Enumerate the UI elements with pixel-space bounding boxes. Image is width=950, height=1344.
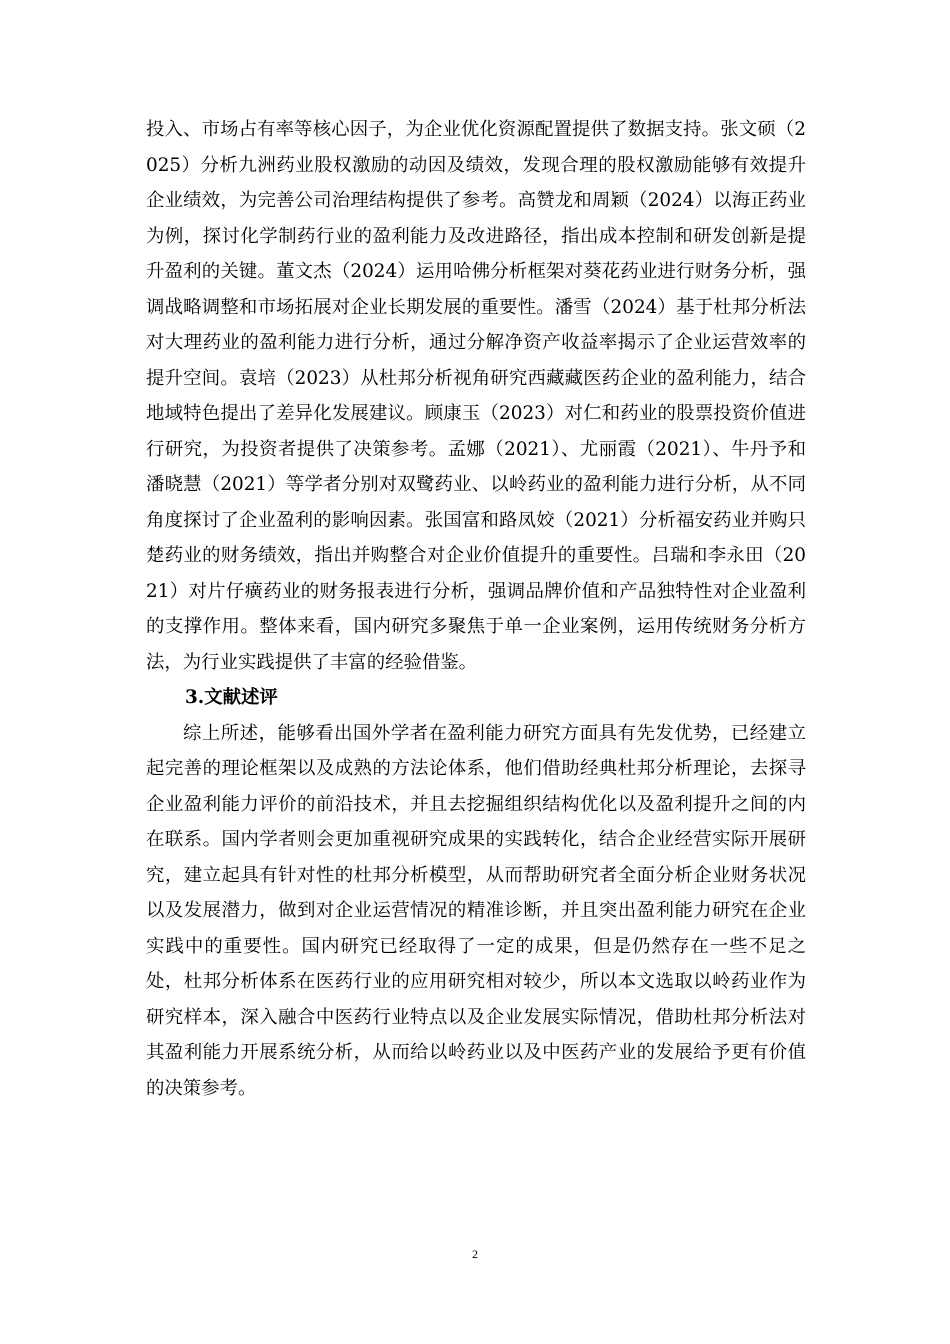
section-heading: 3.文献述评: [185, 687, 278, 708]
review-paragraph: 综上所述，能够看出国外学者在盈利能力研究方面具有先发优势，已经建立起完善的理论框架以及成熟的方法论体系，他们借助经典杜邦分析理论，去探寻企业盈利能力评价的前沿技术，并且去挖掘组织结构优化以及盈利提升之间的内在联系。国内学者则会更加重视研究成果的实践转化，结合企业经营实际开展研究，建立起具有针对性的杜邦分析模型，从而帮助研究者全面分析企业财务状况以及发展潜力，做到对企业运营情况的精准诊断，并且突出盈利能力研究在企业实践中的重要性。国内研究已经取得了一定的成果，但是仍然存在一些不足之处，杜邦分析体系在医药行业的应用研究相对较少，所以本文选取以岭药业作为研究样本，深入融合中医药行业特点以及企业发展实际情况，借助杜邦分析法对其盈利能力开展系统分析，从而给以岭药业以及中医药产业的发展给予更有价值的决策参考。: [146, 722, 806, 1099]
page-number: 2: [472, 1247, 478, 1261]
body-paragraph: 投入、市场占有率等核心因子，为企业优化资源配置提供了数据支持。张文硕（2025）分析九洲药业股权激励的动因及绩效，发现合理的股权激励能够有效提升企业绩效，为完善公司治理结构提供了参考。高赞龙和周颖（2024）以海正药业为例，探讨化学制药行业的盈利能力及改进路径，指出成本控制和研发创新是提升盈利的关键。董文杰（2024）运用哈佛分析框架对葵花药业进行财务分析，强调战略调整和市场拓展对企业长期发展的重要性。潘雪（2024）基于杜邦分析法对大理药业的盈利能力进行分析，通过分解净资产收益率揭示了企业运营效率的提升空间。袁培（2023）从杜邦分析视角研究西藏藏医药企业的盈利能力，结合地域特色提出了差异化发展建议。顾康玉（2023）对仁和药业的股票投资价值进行研究，为投资者提供了决策参考。孟娜（2021）、尤丽霞（2021）、牛丹予和潘晓慧（2021）等学者分别对双鹭药业、以岭药业的盈利能力进行分析，从不同角度探讨了企业盈利的影响因素。张国富和路凤姣（2021）分析福安药业并购只楚药业的财务绩效，指出并购整合对企业价值提升的重要性。吕瑞和李永田（2021）对片仔癀药业的财务报表进行分析，强调品牌价值和产品独特性对企业盈利的支撑作用。整体来看，国内研究多聚焦于单一企业案例，运用传统财务分析方法，为行业实践提供了丰富的经验借鉴。: [146, 119, 806, 673]
page-body: [146, 112, 806, 1106]
